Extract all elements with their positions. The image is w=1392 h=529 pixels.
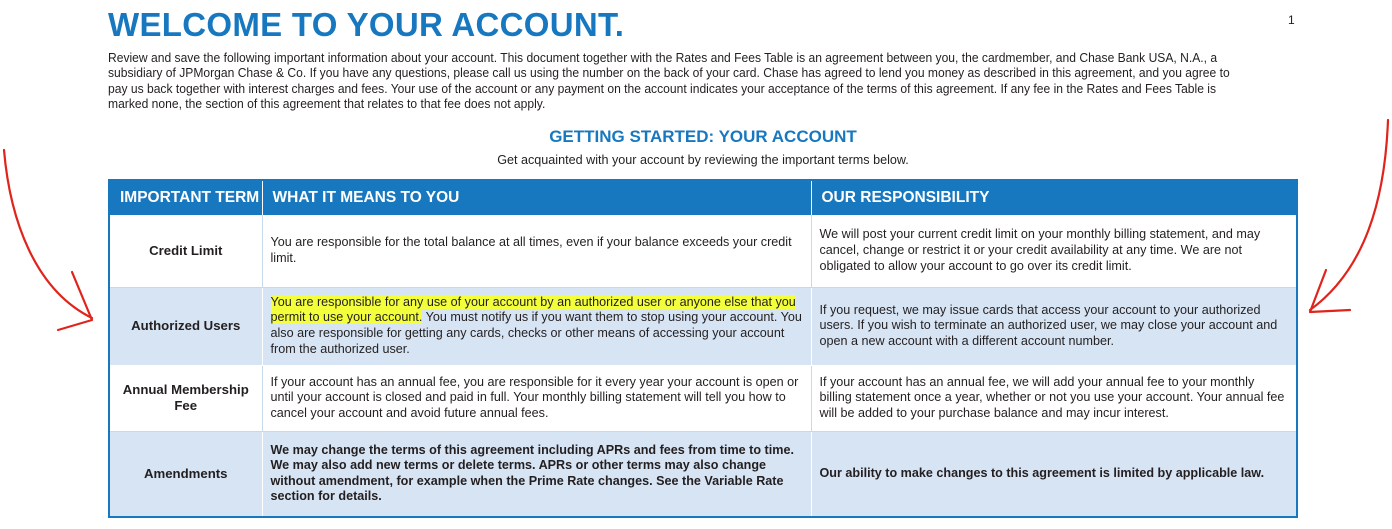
term-annual-membership-fee: Annual Membership Fee xyxy=(109,365,262,431)
left-arrow-stroke xyxy=(4,150,92,318)
cell-you-rest: You must notify us if you want them to stop using your account. You also are responsible for getting any cards, checks or other means of accessing your account from the authorized user. xyxy=(270,310,802,356)
header-what-it-means: WHAT IT MEANS TO YOU xyxy=(262,180,811,215)
left-arrow-head xyxy=(58,272,92,330)
cell-you: We may change the terms of this agreement including APRs and fees from time to time. We may also add new terms or delete terms. APRs or other terms may also change without amendment, for example when the Prime Rate changes. See the Variable Rate section for details. xyxy=(262,431,811,517)
highlighted-text: You are responsible for any use of your account by an authorized user or anyone else that you permit to use your account. xyxy=(270,294,796,325)
cell-us: If you request, we may issue cards that access your account to your authorized users. If you wish to terminate an authorized user, we may close your account and open a new account with a different account number. xyxy=(811,287,1297,365)
cell-us: If your account has an annual fee, we will add your annual fee to your monthly billing statement once a year, whether or not you use your account. Your annual fee will be added to your purchase balance and may incur interest. xyxy=(811,365,1297,431)
page-title: WELCOME TO YOUR ACCOUNT. xyxy=(108,6,625,43)
cell-you: You are responsible for the total balance at all times, even if your balance exceeds your credit limit. xyxy=(262,215,811,287)
term-authorized-users: Authorized Users xyxy=(109,287,262,365)
page-number: 1 xyxy=(1288,13,1295,27)
cell-us: We will post your current credit limit on your monthly billing statement, and may cancel, change or restrict it or your credit availability at any time. We are not obligated to allow your account to go over its credit limit. xyxy=(811,215,1297,287)
section-title: GETTING STARTED: YOUR ACCOUNT xyxy=(549,127,857,146)
header-important-term: IMPORTANT TERM xyxy=(109,180,262,215)
cell-you: If your account has an annual fee, you are responsible for it every year your account is open or until your account is closed and paid in full. Your monthly billing statement will tell you how to cancel your account and avoid future annual fees. xyxy=(262,365,811,431)
term-credit-limit: Credit Limit xyxy=(109,215,262,287)
term-amendments: Amendments xyxy=(109,431,262,517)
section-subtitle: Get acquainted with your account by reviewing the important terms below. xyxy=(497,153,909,167)
cell-us: Our ability to make changes to this agreement is limited by applicable law. xyxy=(811,431,1297,517)
intro-paragraph: Review and save the following important information about your account. This document together with the Rates and Fees Table is an agreement between you, the cardmember, and Chase Bank USA, N.A., a subsidiary of JPMorgan Chase & Co. If you have any questions, please call us using the number on the back of your card. Chase has agreed to lend you money as described in this agreement, and you agree to pay us back together with interest charges and fees. Your use of the account or any payment on the account indicates your acceptance of the terms of this agreement. If any fee in the Rates and Fees Table is marked none, the section of this agreement that relates to that fee does not apply. xyxy=(108,51,1230,112)
header-our-responsibility: OUR RESPONSIBILITY xyxy=(811,180,1297,215)
